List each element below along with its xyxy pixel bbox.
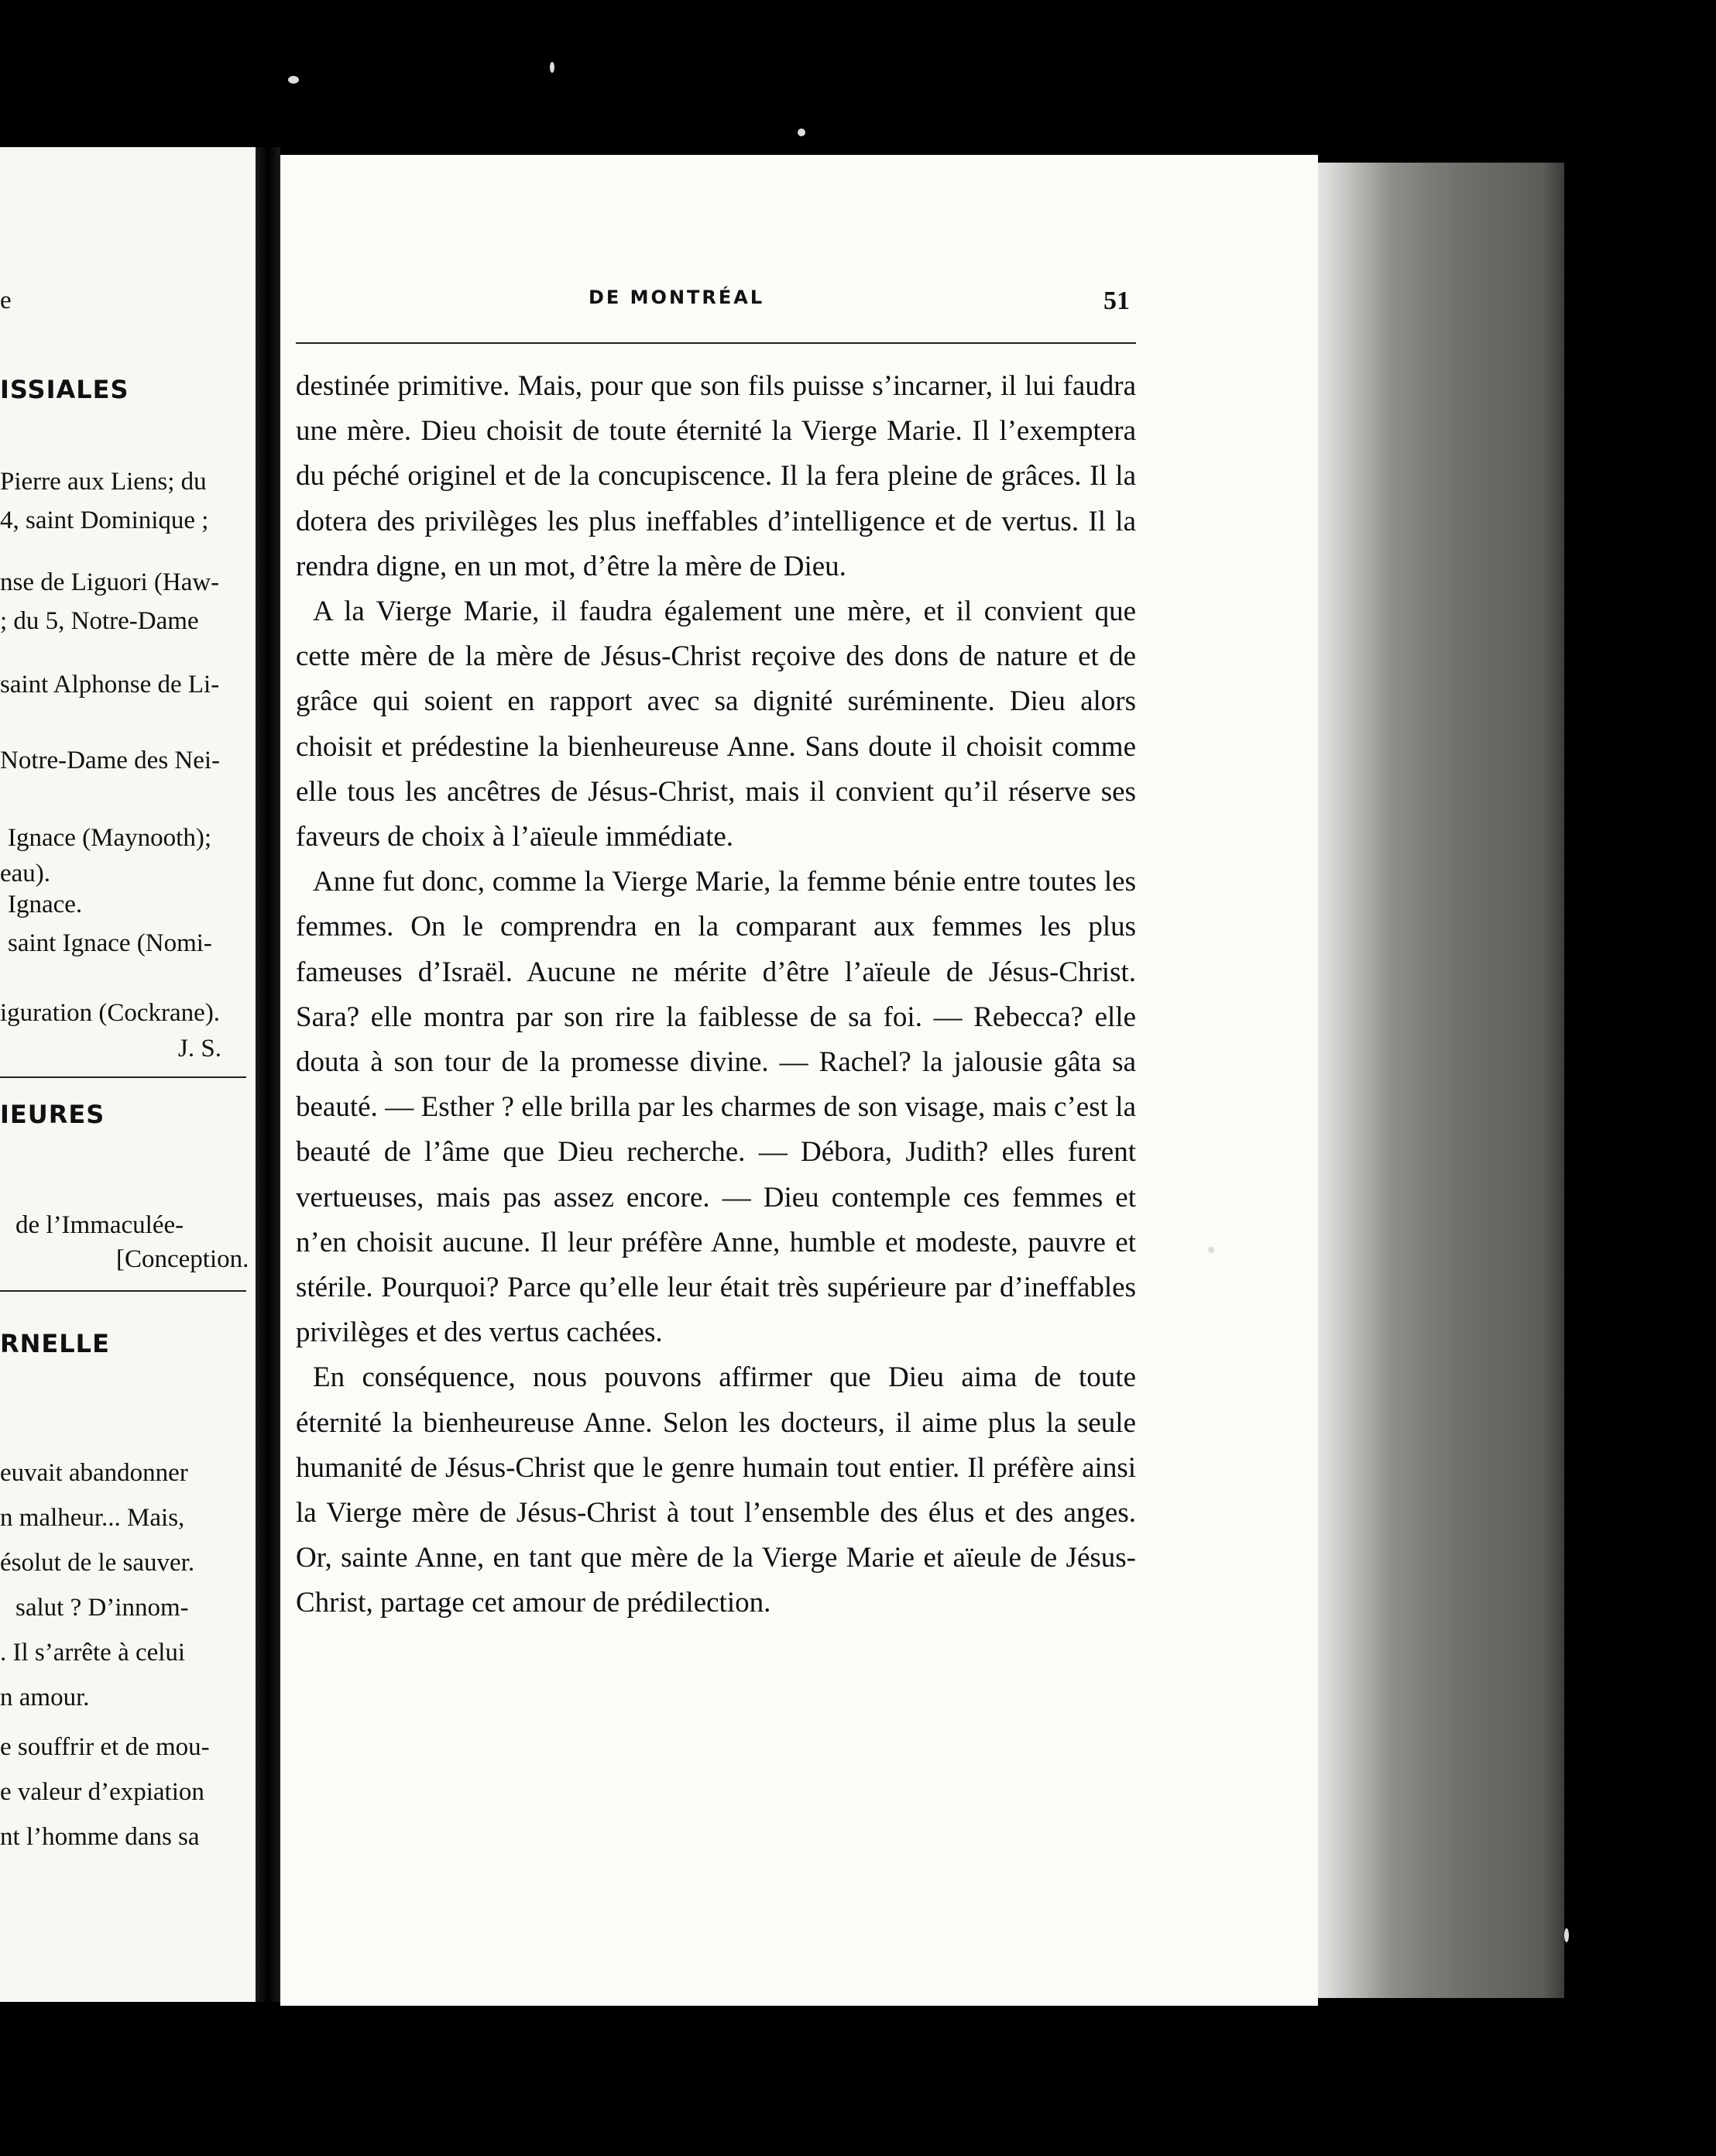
page-edges [1301,163,1564,1998]
paragraph: A la Vierge Marie, il faudra également une mère, et il convient que cette mère de la mère de Jésus-Christ reçoive des dons de nature et de grâce qui soient en rapport avec sa dignité suréminente. Dieu alors choisit et prédestine la bienheureuse Anne. Sans doute il choisit comme elle tous les ancêtres de Jésus-Christ, mais il convient qu’il réserve ses faveurs de choix à l’aïeule immédiate. [296,596,1136,853]
left-page-line: Pierre aux Liens; du [0,468,207,496]
left-page-line: saint Alphonse de Li- [0,671,220,699]
left-page-heading: IEURES [0,1100,105,1129]
left-page-line: n malheur... Mais, [0,1504,185,1532]
left-page-line: nse de Liguori (Haw- [0,568,220,596]
dust-speck [288,76,299,84]
paragraph: Anne fut donc, comme la Vierge Marie, la femme bénie entre toutes les femmes. On le comprendra en la comparant aux femmes les plus fameuses d’Israël. Aucune ne mérite d’être l’aïeule de Jésus-Christ. Sara? elle montra par son rire la faiblesse de sa foi. — Rebecca? elle douta à son tour de la promesse divine. — Rachel? la jalousie gâta sa beauté. — Esther ? elle brilla par les charmes de son visage, mais c’est la beauté de l’âme que Dieu recherche. — Débora, Judith? elles furent vertueuses, mais pas assez encore. — Dieu contemple ces femmes et n’en choisit aucune. Il leur préfère Anne, humble et modeste, pauvre et stérile. Pourquoi? Parce qu’elle leur était très supérieure par d’ineffables privilèges et des vertus cachées. [296,866,1136,1349]
left-page-line: Ignace. [8,891,83,918]
left-page-line: e souffrir et de mou- [0,1733,210,1761]
paragraph: En conséquence, nous pouvons affirmer que Dieu aima de toute éternité la bienheureuse Anne. Selon les docteurs, il aime plus la seule humanité de Jésus-Christ que le genre humain tout entier. Il préfère ainsi la Vierge mère de Jésus-Christ à tout l’ensemble des élus et des anges. Or, sainte Anne, en tant que mère de la Vierge Marie et aïeule de Jésus-Christ, partage cet amour de prédilection. [296,1361,1136,1619]
left-page-line: n amour. [0,1684,90,1711]
left-page-heading: RNELLE [0,1329,110,1358]
book-gutter [256,147,280,2002]
body-text [296,364,1136,1626]
dust-speck [550,62,554,73]
left-page-heading: ISSIALES [0,375,129,404]
left-page-line: de l’Immaculée- [15,1211,184,1239]
left-page-rule [0,1076,246,1078]
left-page [0,147,256,2002]
left-page-line: euvait abandonner [0,1459,188,1487]
left-page-line: iguration (Cockrane). [0,999,221,1027]
dust-speck [1208,1247,1214,1253]
header-rule [296,342,1136,344]
left-page-line: e valeur d’expiation [0,1778,204,1806]
running-head: DE MONTRÉAL [589,287,765,308]
paragraph: destinée primitive. Mais, pour que son fils puisse s’incarner, il lui faudra une mère. Dieu choisit de toute éternité la Vierge Marie. Il l’exemptera du péché originel et de la concupiscence. Il la fera pleine de grâces. Il la dotera des privilèges les plus ineffables d’intelligence et de vertus. Il la rendra digne, en un mot, d’être la mère de Dieu. [296,370,1136,582]
left-page-line: [Conception. [116,1245,249,1273]
left-page-line: saint Ignace (Nomi- [8,929,212,957]
left-page-line: J. S. [178,1035,221,1063]
left-page-line: Notre-Dame des Nei- [0,747,221,774]
dust-speck [798,129,805,136]
left-page-line: ésolut de le sauver. [0,1549,195,1577]
left-page-line: e [0,287,12,314]
dust-speck [1564,1928,1569,1942]
left-page-rule [0,1290,246,1292]
left-page-line: 4, saint Dominique ; [0,506,209,534]
left-page-line: Ignace (Maynooth); [8,824,211,852]
left-page-line: ; du 5, Notre-Dame [0,607,199,635]
left-page-line: . Il s’arrête à celui [0,1639,186,1667]
page-number: 51 [1103,287,1130,315]
left-page-line: eau). [0,860,51,887]
left-page-line: salut ? D’innom- [15,1594,189,1622]
left-page-line: nt l’homme dans sa [0,1823,200,1851]
